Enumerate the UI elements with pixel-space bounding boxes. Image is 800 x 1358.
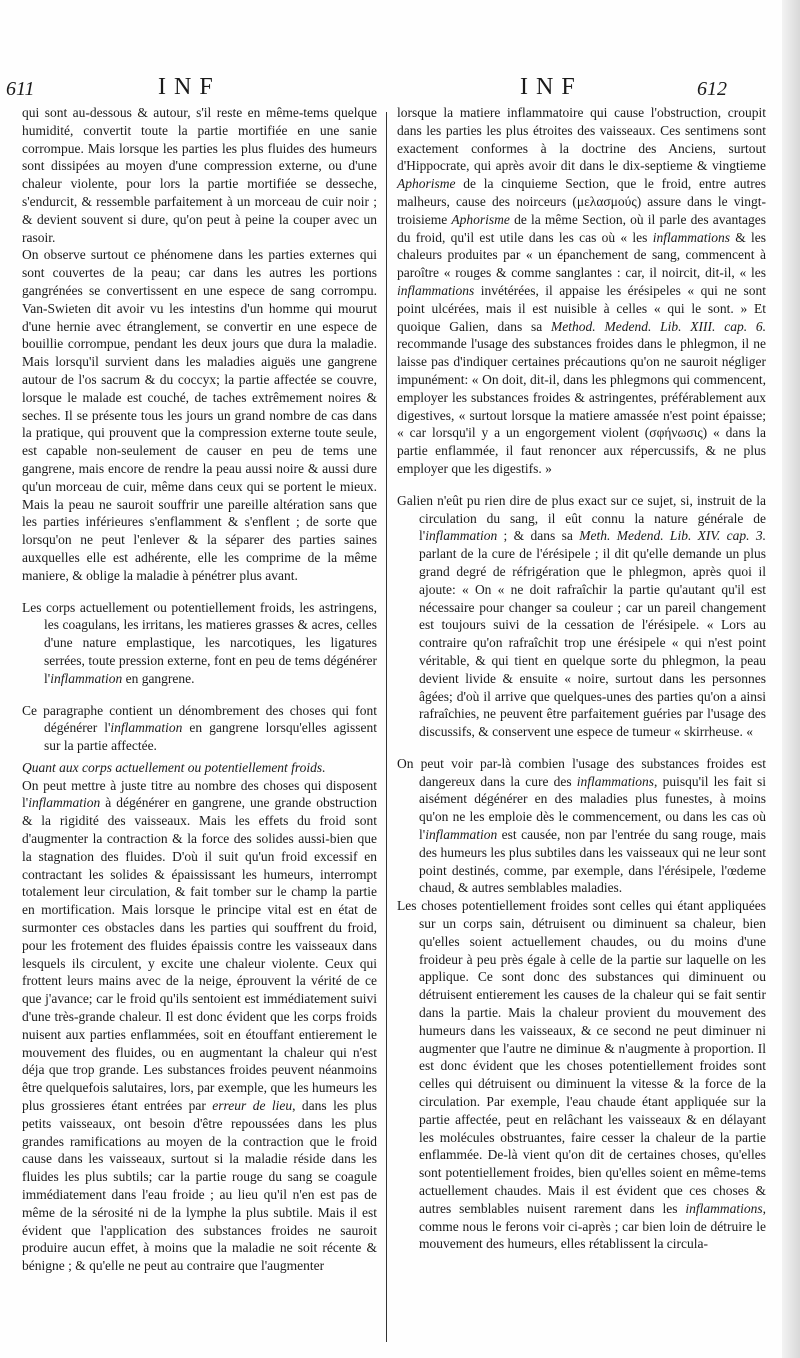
paragraph: On observe surtout ce phénomene dans les parties externes qui sont couvertes de la peau; car dans les autres les portions gangrénées se convertissent en une espece de sang corrompu. Van-Swieten dit avoir vu les intestins d'un homme qui mourut d'une hernie avec étranglement, se convertir en une espece de bouillie corrompue, pendant les deux jours que dura la maladie. Mais lorsqu'il survient dans les maladies aiguës une gangrene autour de l'os sacrum & du coccyx; la partie affectée se couvre, lorsque le malade est couché, de taches extrêmement noires & seches. Il se présente tous les jours un grand nombre de cas dans la pratique, qui prouvent que la compression externe toute seule, est capable non-seulement de causer en peu de tems une gangrene, mais encore de rendre la peau aussi noire & aussi dure qu'un morceau de cuir, même dans ceux qui se portent le mieux. Mais la peau ne sauroit souffrir une pareille altération sans que les parties inférieures s'enflamment & s'enflent ; de sorte que lorsqu'on ne peut l'enlever & la séparer des parties saines auxquelles elle est adhérente, elle les comprime de la même maniere, & oblige la maladie à pénétrer plus avant.	[22, 247, 377, 583]
right-column	[397, 104, 766, 1253]
paragraph: qui sont au-dessous & autour, s'il reste en même-tems quelque humidité, convertit toute la partie mortifiée en une sanie corrompue. Mais lorsque les parties les plus fluides des humeurs sont dissipées au moyen d'une compression externe, ou d'une chaleur violente, pour lors la partie mortifiée se desseche, s'endurcit, & ressemble parfaitement à un morceau de cuir noir ; & devient souvent si dure, qu'on peut à peine la couper avec un rasoir.	[22, 105, 377, 245]
paragraph: lorsque la matiere inflammatoire qui cause l'obstruction, croupit dans les parties les plus étroites des vaisseaux. Ces sentimens sont exactement conformes à la doctrine des Anciens, surtout d'Hippocrate, qui après avoir dit dans le dix-septieme & vingtieme Aphorisme de la cinquieme Section, que le froid, entre autres malheurs, cause des noirceurs (μελασμούς) assure dans le vingt-troisieme Aphorisme de la même Section, où il parle des avantages du froid, qu'il est utile dans les cas où « les inflammations & les chaleurs produites par « un épanchement de sang, commencent à paroître « rouges & comme sanglantes : car, il noircit, dit-il, « les inflammations invétérées, il appaise les érésipeles « qui ne sont point ulcérées, mais il est nuisible à celles « qui le sont. » Et quoique Galien, dans sa Method. Medend. Lib. XIII. cap. 6. recommande l'usage des substances froides dans le phlegmon, il ne laisse pas d'indiquer certaines précautions qu'on ne sauroit négliger impunément: « On doit, dit-il, dans les phlegmons qui commencent, employer les substances froides & astringentes, préférablement aux digestives, « surtout lorsque la matiere amassée n'est point épaisse; « car lorsqu'il y a un engorgement violent (σφήνωσις) « dans la partie enflammée, il faut renoncer aux répercussifs, & ne plus employer que les digestifs. »	[397, 105, 767, 476]
section-subheading: Quant aux corps actuellement ou potentiellement froids.	[22, 759, 326, 775]
paragraph: Les choses potentiellement froides sont celles qui étant appliquées sur un corps sain, détruisent ou diminuent sa chaleur, bien qu'elles soient actuellement chaudes, ou du moins d'une froideur à peu près égale à celle de la partie sur laquelle on les applique. Ce sont donc des substances qui diminuent ou détruisent entierement les causes de la chaleur qui se fait sentir dans la partie. Mais la chaleur provient du mouvement des humeurs dans les vaisseaux, & ce second ne peut diminuer ni augmenter que l'autre ne diminue & n'augmente à proportion. Il est donc évident que les choses potentiellement froides sont celles qui détruisent ou diminuent la vitesse & la force de la circulation. Par exemple, l'eau chaude étant appliquée sur la partie affectée, peut en relâchant les vaisseaux & en délayant les molécules obstruantes, faire cesser la chaleur de la partie enflammée. De-là vient qu'on dit de certaines choses, qu'elles sont potentiellement froides, bien qu'elles soient en même-tems actuellement chaudes. Mais il est évident que ces choses & autres semblables nuisent rarement dans les inflammations, comme nous le ferons voir ci-après ; car bien loin de détruire le mouvement des humeurs, elles rétablissent la circula-	[397, 898, 766, 1252]
left-running-headword: INF	[158, 74, 221, 100]
page-header	[0, 76, 800, 106]
paragraph: On peut voir par-là combien l'usage des substances froides est dangereux dans la cure des inflammations, puisqu'il les fait si aisément dégénérer en des maladies plus funestes, à moins qu'on ne les emploie dès le commencement, ou dans les cas où l'inflammation est causée, non par l'entrée du sang rouge, mais des humeurs les plus subtiles dans les vaisseaux qui ne leur sont point destinés, comme, par exemple, dans l'érésipele, l'œdeme chaud, & autres semblables maladies.	[397, 755, 766, 896]
paragraph: On peut mettre à juste titre au nombre des choses qui disposent l'inflammation à dégénérer en gangrene, une grande obstruction & la rigidité des vaisseaux. Mais les effets du froid sont d'augmenter la contraction & la force des solides aussi-bien que la stagnation des fluides. D'où il suit qu'un froid excessif en contractant les solides & épaississant les humeurs, interrompt totalement leur circulation, & fait tomber sur le champ la partie en mortification. Mais lorsque le principe vital est en état de surmonter ces obstacles dans les parties qui souffrent du froid, pour les frotement des fluides épaissis contre les vaisseaux dans lesquels ils circulent, y excite une chaleur violente. Ceux qui frottent leurs mains avec de la neige, éprouvent la vérité de ce que j'avance; car le froid qu'ils sentoient est immédiatement suivi d'une très-grande chaleur. Il est donc évident que les corps froids nuisent aux parties enflammées, soit en étouffant entierement le mouvement des fluides, ou en augmentant la chaleur qui n'est déja que trop grande. Les substances froides peuvent néanmoins être quelquefois salutaires, lors, par exemple, que les humeurs les plus grossieres étant entrées par erreur de lieu, dans les plus petits vaisseaux, ont besoin d'être repoussées dans les plus grandes ramifications au moyen de la contraction que le froid cause dans les vaisseaux, surtout si la maladie réside dans les fluides les plus subtils; car la partie rouge du sang se coagule immédiatement dans l'eau froide ; au lieu qu'il n'en est pas de même de la sérosité ni de la lymphe la plus subtile. Mais il est évident que l'application des substances froides ne sauroit produire aucun effet, à moins que la maladie ne soit récente & bénigne ; & qu'elle ne peut au contraire que l'augmenter	[22, 777, 378, 1274]
page-edge-shadow	[782, 0, 800, 1358]
aphorism-text: Les corps actuellement ou potentiellement froids, les astringens, les coagulans, les irritans, les matieres grasses & acres, celles d'une nature emplastique, les narcotiques, les ligatures serrées, toute pression externe, font en peu de tems dégénérer l'inflammation en gangrene.	[22, 599, 377, 686]
right-page-number: 612	[697, 78, 727, 100]
column-divider	[386, 112, 387, 1342]
left-page-number: 611	[6, 78, 35, 100]
paragraph: Galien n'eût pu rien dire de plus exact sur ce sujet, si, instruit de la circulation du sang, il eût connu la nature générale de l'inflammation ; & dans sa Meth. Medend. Lib. XIV. cap. 3. parlant de la cure de l'érésipele ; il dit qu'elle demande un plus grand degré de réfrigération que le phlegmon, après quoi il ajoute: « On « ne doit rafraîchir la partie qu'autant qu'il est nécessaire pour changer sa couleur ; car un pareil changement est toujours suivi de la cessation de l'érésipele. « Lors au contraire qu'on rafraîchit trop une érésipele « qui n'est point véritable, & qui tient en quelque sorte du phlegmon, la peau devient livide & ensuite « noire, surtout dans les personnes âgées; d'où il arrive que quelques-unes des parties qu'on a ainsi rafraîchies, ne peuvent être parfaitement guéries par l'usage des discussifs, & conservent une espece de tumeur « skirrheuse. «	[397, 492, 767, 740]
commentary-intro: Ce paragraphe contient un dénombrement des choses qui font dégénérer l'inflammation en gangrene lorsqu'elles agissent sur la partie affectée.	[22, 702, 377, 754]
right-running-headword: INF	[520, 74, 583, 100]
left-column	[22, 104, 377, 1275]
